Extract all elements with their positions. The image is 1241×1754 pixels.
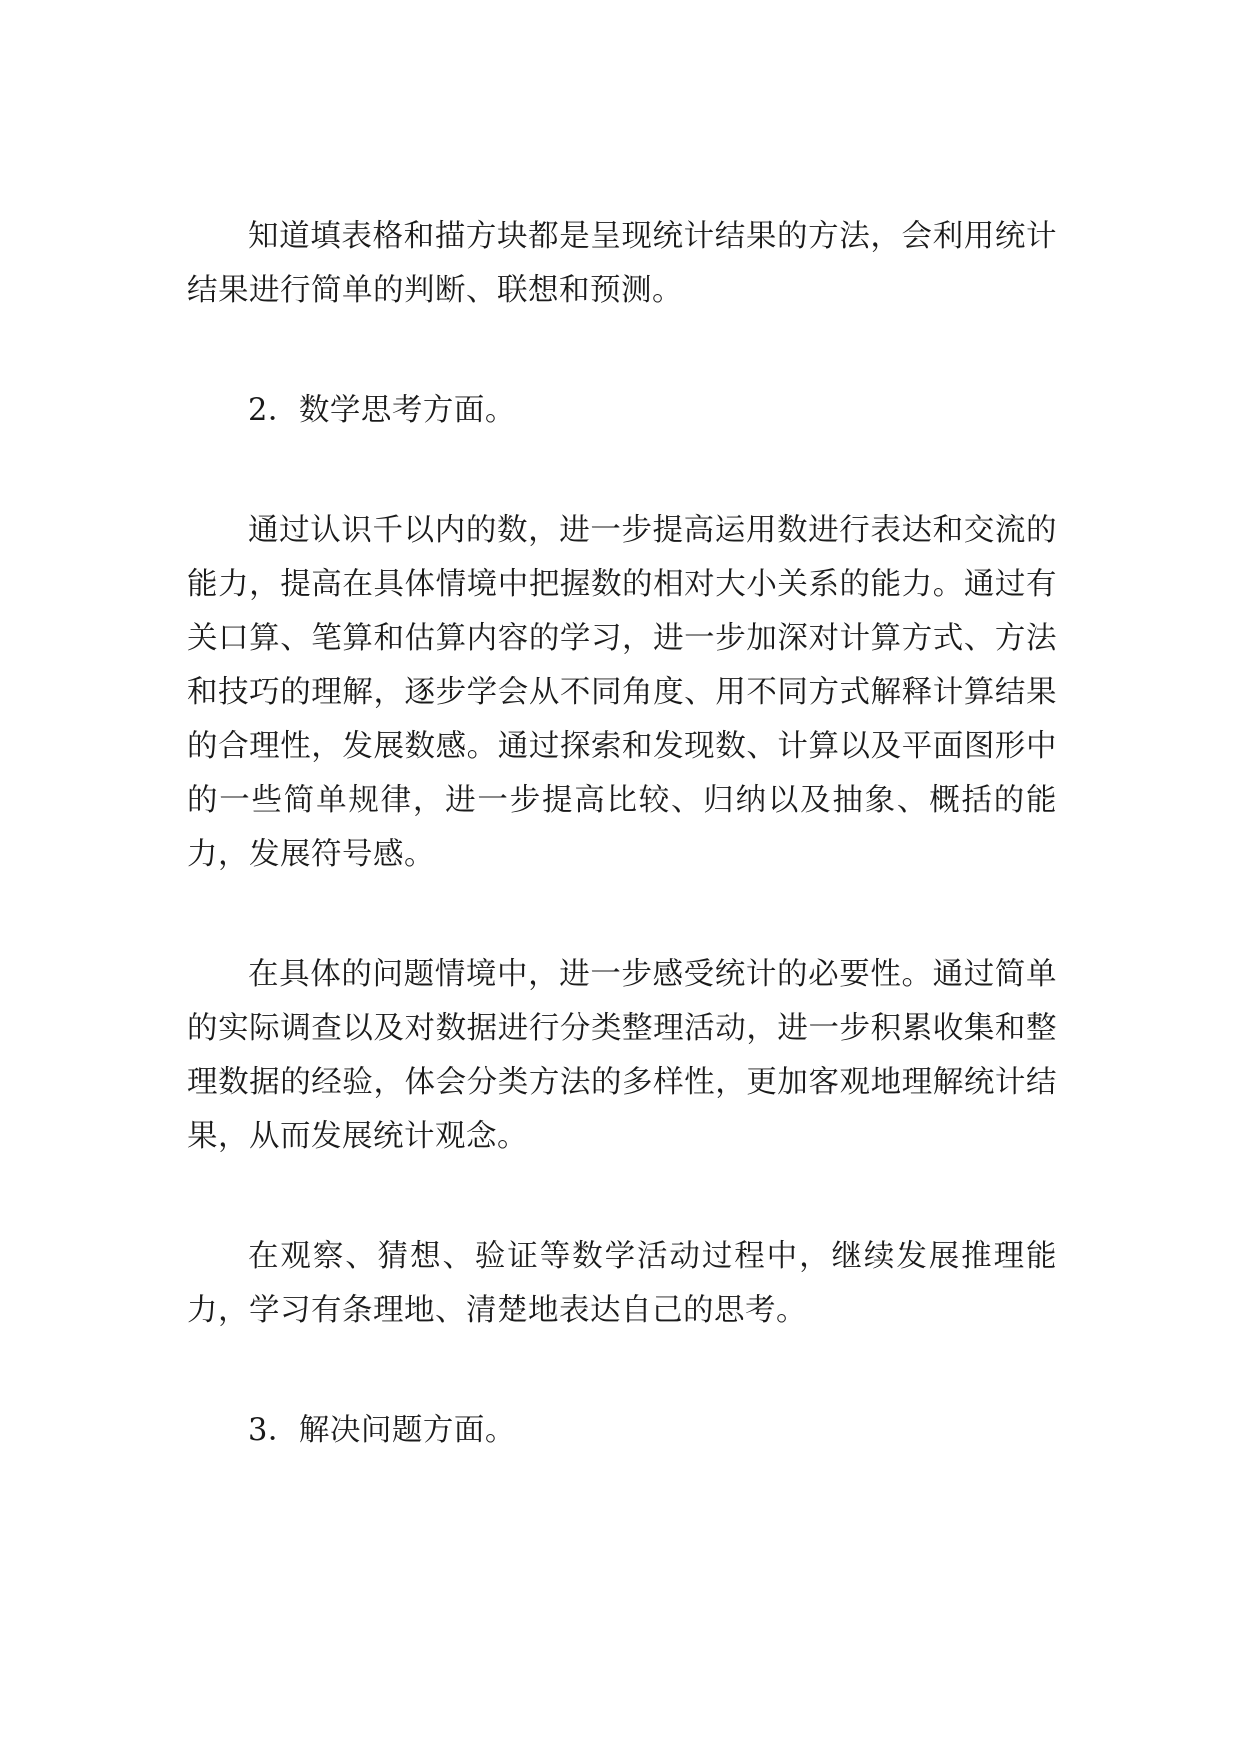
paragraph-statistics-results: 知道填表格和描方块都是呈现统计结果的方法，会利用统计结果进行简单的判断、联想和预测。	[187, 219, 1057, 308]
paragraph-reasoning: 在观察、猜想、验证等数学活动过程中，继续发展推理能力，学习有条理地、清楚地表达自己的思考。	[187, 1239, 1057, 1328]
section-heading-math-thinking: 2．数学思考方面。	[248, 393, 516, 428]
section-heading-problem-solving: 3．解决问题方面。	[248, 1413, 516, 1448]
paragraph-statistics-concept: 在具体的问题情境中，进一步感受统计的必要性。通过简单的实际调查以及对数据进行分类整理活动，进一步积累收集和整理数据的经验，体会分类方法的多样性，更加客观地理解统计结果，从而发展统计观念。	[187, 957, 1057, 1154]
paragraph-number-sense: 通过认识千以内的数，进一步提高运用数进行表达和交流的能力，提高在具体情境中把握数的相对大小关系的能力。通过有关口算、笔算和估算内容的学习，进一步加深对计算方式、方法和技巧的理解，逐步学会从不同角度、用不同方式解释计算结果的合理性，发展数感。通过探索和发现数、计算以及平面图形中的一些简单规律，进一步提高比较、归纳以及抽象、概括的能力，发展符号感。	[187, 513, 1057, 872]
document-body	[187, 210, 1057, 1524]
